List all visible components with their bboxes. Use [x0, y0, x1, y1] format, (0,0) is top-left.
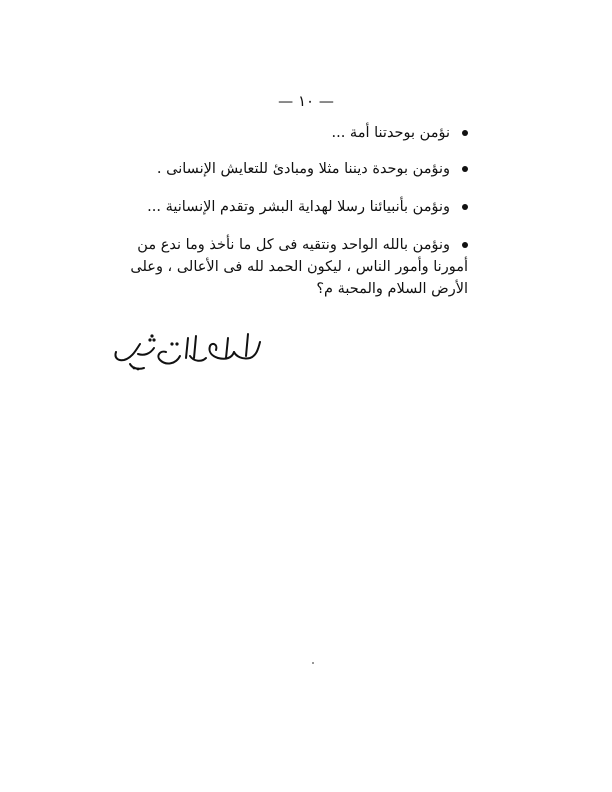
page-speck [312, 662, 314, 664]
bullet-paragraph: ونؤمن بالله الواحد ونتقيه فى كل ما نأخذ وما ندع من [120, 234, 468, 256]
page-number: — ١٠ — [278, 92, 334, 110]
body-text [120, 122, 468, 300]
paragraph-continuation-line: أمورنا وأمور الناس ، ليكون الحمد لله فى الأعالى ، وعلى [130, 259, 468, 275]
bullet-paragraph: ونؤمن بأنبيائنا رسلا لهداية البشر وتقدم الإنسانية ... [120, 196, 468, 218]
bullet-paragraph: نؤمن بوحدتنا أمة ... [120, 122, 468, 144]
paragraph-continuation-line: الأرض السلام والمحبة م؟ [316, 281, 468, 297]
signature-drawing [110, 328, 270, 374]
handwritten-signature [110, 328, 270, 374]
bullet-paragraph: ونؤمن بوحدة ديننا مثلا ومبادئ للتعايش الإنسانى . [120, 158, 468, 180]
